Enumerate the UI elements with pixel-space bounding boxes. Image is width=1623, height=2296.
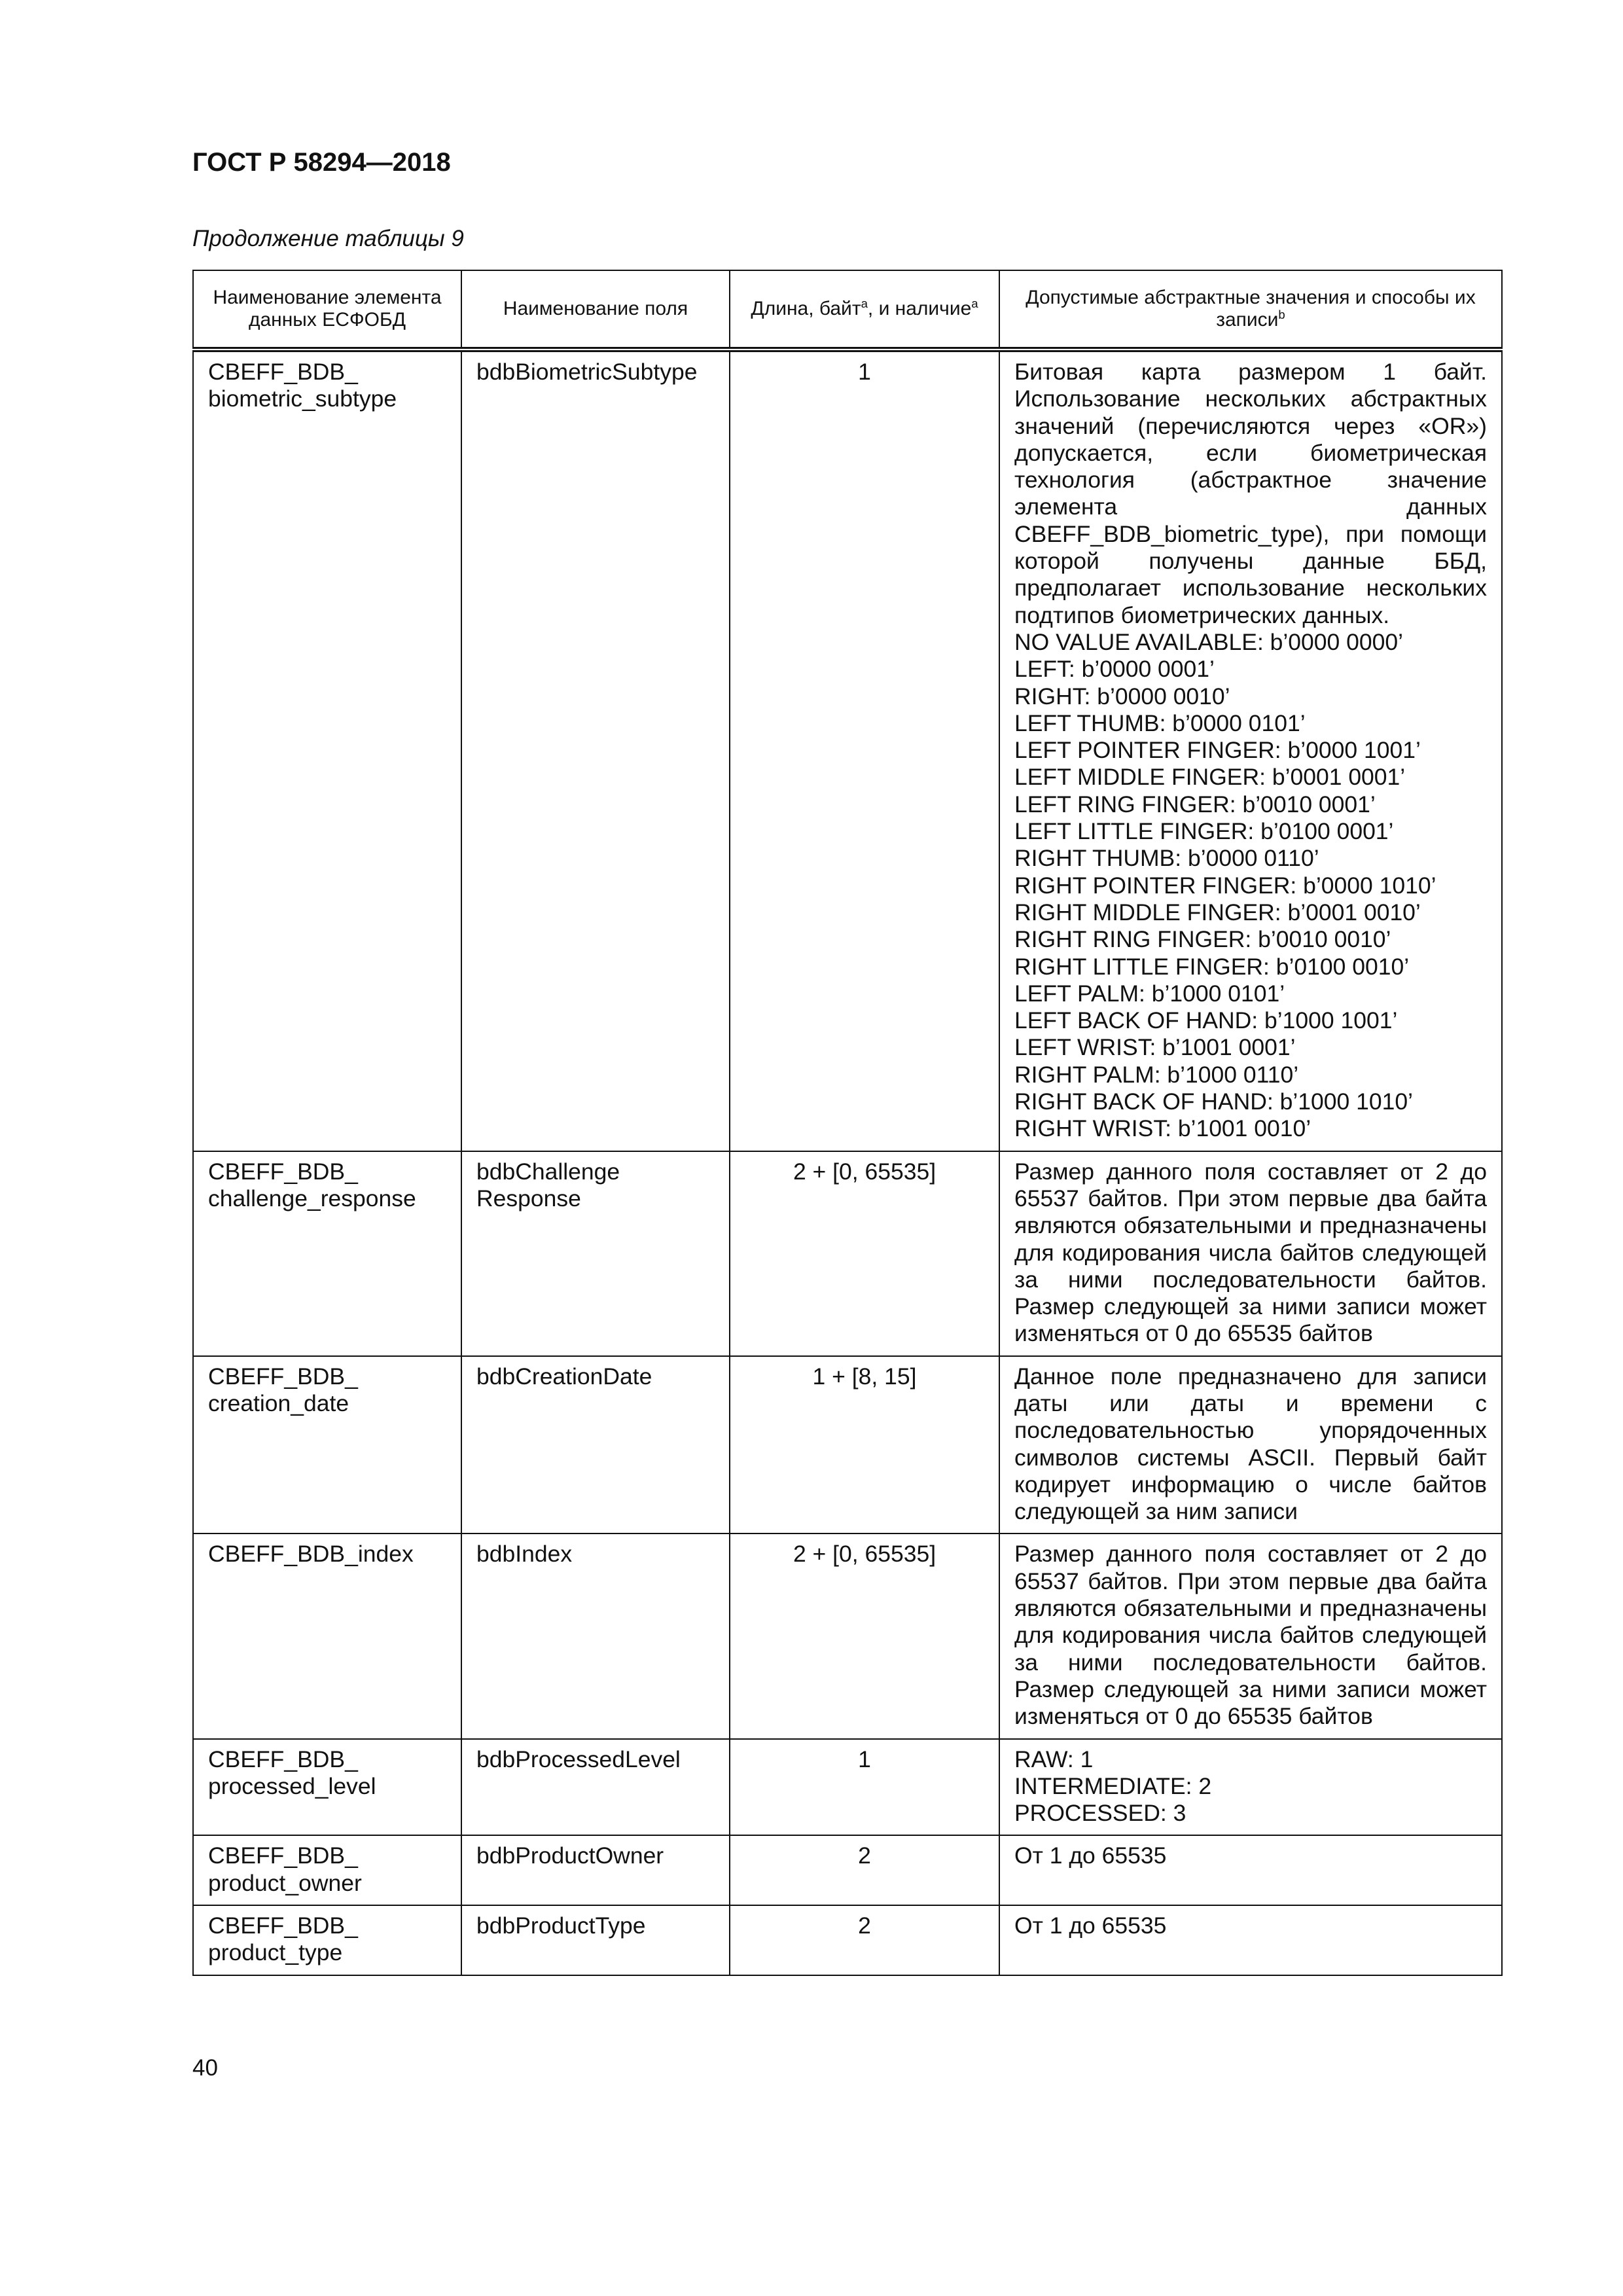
length-value: 1 bbox=[858, 359, 871, 385]
cell-element-name bbox=[193, 1905, 461, 1975]
cell-field-name bbox=[461, 1534, 730, 1738]
column-header-length: Длина, байт$^a$, и наличие$^a$ bbox=[730, 270, 999, 350]
cell-length bbox=[730, 1739, 999, 1836]
value-line: LEFT MIDDLE FINGER: b’0001 0001’ bbox=[1014, 764, 1406, 791]
value-line: LEFT LITTLE FINGER: b’0100 0001’ bbox=[1014, 818, 1394, 845]
table-row bbox=[193, 1151, 1502, 1356]
value-line: INTERMEDIATE: 2 bbox=[1014, 1772, 1212, 1799]
cell-values bbox=[999, 1151, 1502, 1356]
cell-length bbox=[730, 1905, 999, 1975]
value-line: LEFT PALM: b’1000 0101’ bbox=[1014, 980, 1285, 1007]
page-number: 40 bbox=[192, 2055, 218, 2081]
cell-element-name bbox=[193, 350, 461, 1151]
table-row bbox=[193, 350, 1502, 1151]
cell-values bbox=[999, 1905, 1502, 1975]
cell-field-name bbox=[461, 1356, 730, 1534]
cell-length bbox=[730, 1835, 999, 1905]
value-line: NO VALUE AVAILABLE: b’0000 0000’ bbox=[1014, 628, 1404, 655]
cell-element-name bbox=[193, 1534, 461, 1738]
value-line: RIGHT BACK OF HAND: b’1000 1010’ bbox=[1014, 1088, 1413, 1115]
cell-field-name bbox=[461, 1835, 730, 1905]
value-line: RIGHT WRIST: b’1001 0010’ bbox=[1014, 1115, 1311, 1142]
field-name-line: bdbProcessedLevel bbox=[476, 1746, 681, 1772]
column-header-field-name: Наименование поля bbox=[461, 270, 730, 350]
cell-element-name bbox=[193, 1151, 461, 1356]
cell-values bbox=[999, 1356, 1502, 1534]
field-name-line: bdbIndex bbox=[476, 1541, 573, 1568]
length-value: 2 bbox=[858, 1842, 871, 1869]
value-line: LEFT WRIST: b’1001 0001’ bbox=[1014, 1034, 1296, 1061]
cell-element-name bbox=[193, 1356, 461, 1534]
cell-values bbox=[999, 1534, 1502, 1738]
cell-values bbox=[999, 350, 1502, 1151]
value-line: LEFT BACK OF HAND: b’1000 1001’ bbox=[1014, 1007, 1398, 1034]
value-line: LEFT RING FINGER: b’0010 0001’ bbox=[1014, 791, 1376, 817]
value-line: PROCESSED: 3 bbox=[1014, 1800, 1186, 1827]
element-name-line: biometric_subtype bbox=[208, 386, 397, 412]
column-header-values: Допустимые абстрактные значения и способы их записи$^b$ bbox=[999, 270, 1502, 350]
field-name-line: bdbProductType bbox=[476, 1912, 646, 1939]
value-line: RIGHT: b’0000 0010’ bbox=[1014, 683, 1230, 709]
value-line: RIGHT MIDDLE FINGER: b’0001 0010’ bbox=[1014, 899, 1421, 925]
values-description: Размер данного поля составляет от 2 до 65537 байтов. При этом первые два байта являются обязательными и предназначены для кодирования числа байтов следующей за ними последовательности байтов. Размер следующей за ними записи может изменяться от 0 до 65535 байтов bbox=[1014, 1541, 1487, 1730]
cell-element-name bbox=[193, 1739, 461, 1836]
values-description: Размер данного поля составляет от 2 до 65537 байтов. При этом первые два байта являются обязательными и предназначены для кодирования числа байтов следующей за ними последовательности байтов. Размер следующей за ними записи может изменяться от 0 до 65535 байтов bbox=[1014, 1158, 1487, 1347]
element-name-line: CBEFF_BDB_ bbox=[208, 1746, 358, 1772]
value-line: LEFT: b’0000 0001’ bbox=[1014, 656, 1215, 683]
cell-length bbox=[730, 350, 999, 1151]
element-name-line: processed_level bbox=[208, 1772, 376, 1799]
cell-length bbox=[730, 1534, 999, 1738]
cell-field-name bbox=[461, 1739, 730, 1836]
values-description: Данное поле предназначено для записи даты или даты и времени с последовательностью упорядоченных символов системы ASCII. Первый байт кодирует информацию о числе байтов следующей за ним записи bbox=[1014, 1363, 1487, 1525]
value-line: RIGHT THUMB: b’0000 0110’ bbox=[1014, 845, 1319, 872]
element-name-line: creation_date bbox=[208, 1390, 349, 1416]
cell-field-name bbox=[461, 1151, 730, 1356]
table-row bbox=[193, 1905, 1502, 1975]
cell-element-name bbox=[193, 1835, 461, 1905]
element-name-line: CBEFF_BDB_ bbox=[208, 1842, 358, 1869]
field-name-line: bdbChallenge bbox=[476, 1158, 620, 1185]
value-line: LEFT POINTER FINGER: b’0000 1001’ bbox=[1014, 737, 1421, 764]
document-code: ГОСТ Р 58294—2018 bbox=[192, 148, 451, 177]
table-row bbox=[193, 1356, 1502, 1534]
element-name-line: CBEFF_BDB_ bbox=[208, 1158, 358, 1185]
cell-length bbox=[730, 1356, 999, 1534]
table-row bbox=[193, 1534, 1502, 1738]
values-description: От 1 до 65535 bbox=[1014, 1842, 1167, 1869]
element-name-line: CBEFF_BDB_ bbox=[208, 359, 358, 385]
element-name-line: product_type bbox=[208, 1939, 343, 1966]
element-name-line: CBEFF_BDB_index bbox=[208, 1541, 414, 1568]
length-value: 2 bbox=[858, 1912, 871, 1939]
table-header-row bbox=[193, 270, 1502, 350]
value-line: RIGHT LITTLE FINGER: b’0100 0010’ bbox=[1014, 953, 1410, 980]
length-value: 2 + [0, 65535] bbox=[793, 1541, 936, 1568]
table-caption: Продолжение таблицы 9 bbox=[192, 226, 464, 251]
element-name-line: CBEFF_BDB_ bbox=[208, 1912, 358, 1939]
data-elements-table bbox=[192, 270, 1503, 1976]
element-name-line: CBEFF_BDB_ bbox=[208, 1363, 358, 1390]
value-line: RIGHT POINTER FINGER: b’0000 1010’ bbox=[1014, 872, 1436, 899]
value-line: RIGHT PALM: b’1000 0110’ bbox=[1014, 1061, 1299, 1088]
cell-length bbox=[730, 1151, 999, 1356]
length-value: 2 + [0, 65535] bbox=[793, 1158, 936, 1185]
table-body bbox=[193, 350, 1502, 1975]
cell-values bbox=[999, 1835, 1502, 1905]
cell-field-name bbox=[461, 1905, 730, 1975]
field-name-line: Response bbox=[476, 1185, 581, 1211]
value-line: LEFT THUMB: b’0000 0101’ bbox=[1014, 709, 1306, 736]
values-description: От 1 до 65535 bbox=[1014, 1912, 1167, 1939]
field-name-line: bdbBiometricSubtype bbox=[476, 359, 698, 385]
element-name-line: product_owner bbox=[208, 1869, 362, 1896]
cell-field-name bbox=[461, 350, 730, 1151]
length-value: 1 bbox=[858, 1746, 871, 1772]
table-row bbox=[193, 1739, 1502, 1836]
field-name-line: bdbProductOwner bbox=[476, 1842, 664, 1869]
values-description: Битовая карта размером 1 байт. Использование нескольких абстрактных значений (перечисляются через «OR») допускается, если биометрическая технология (абстрактное значение элемента данных CBEFF_BDB_biometric_type), при помощи которой получены данные ББД, предполагает использование нескольких подтипов биометрических данных. bbox=[1014, 359, 1487, 628]
field-name-line: bdbCreationDate bbox=[476, 1363, 652, 1390]
column-header-element-name: Наименование элемента данных ЕСФОБД bbox=[193, 270, 461, 350]
table-row bbox=[193, 1835, 1502, 1905]
value-line: RIGHT RING FINGER: b’0010 0010’ bbox=[1014, 926, 1391, 953]
value-line: RAW: 1 bbox=[1014, 1746, 1094, 1772]
element-name-line: challenge_response bbox=[208, 1185, 416, 1211]
length-value: 1 + [8, 15] bbox=[812, 1363, 917, 1390]
cell-values bbox=[999, 1739, 1502, 1836]
